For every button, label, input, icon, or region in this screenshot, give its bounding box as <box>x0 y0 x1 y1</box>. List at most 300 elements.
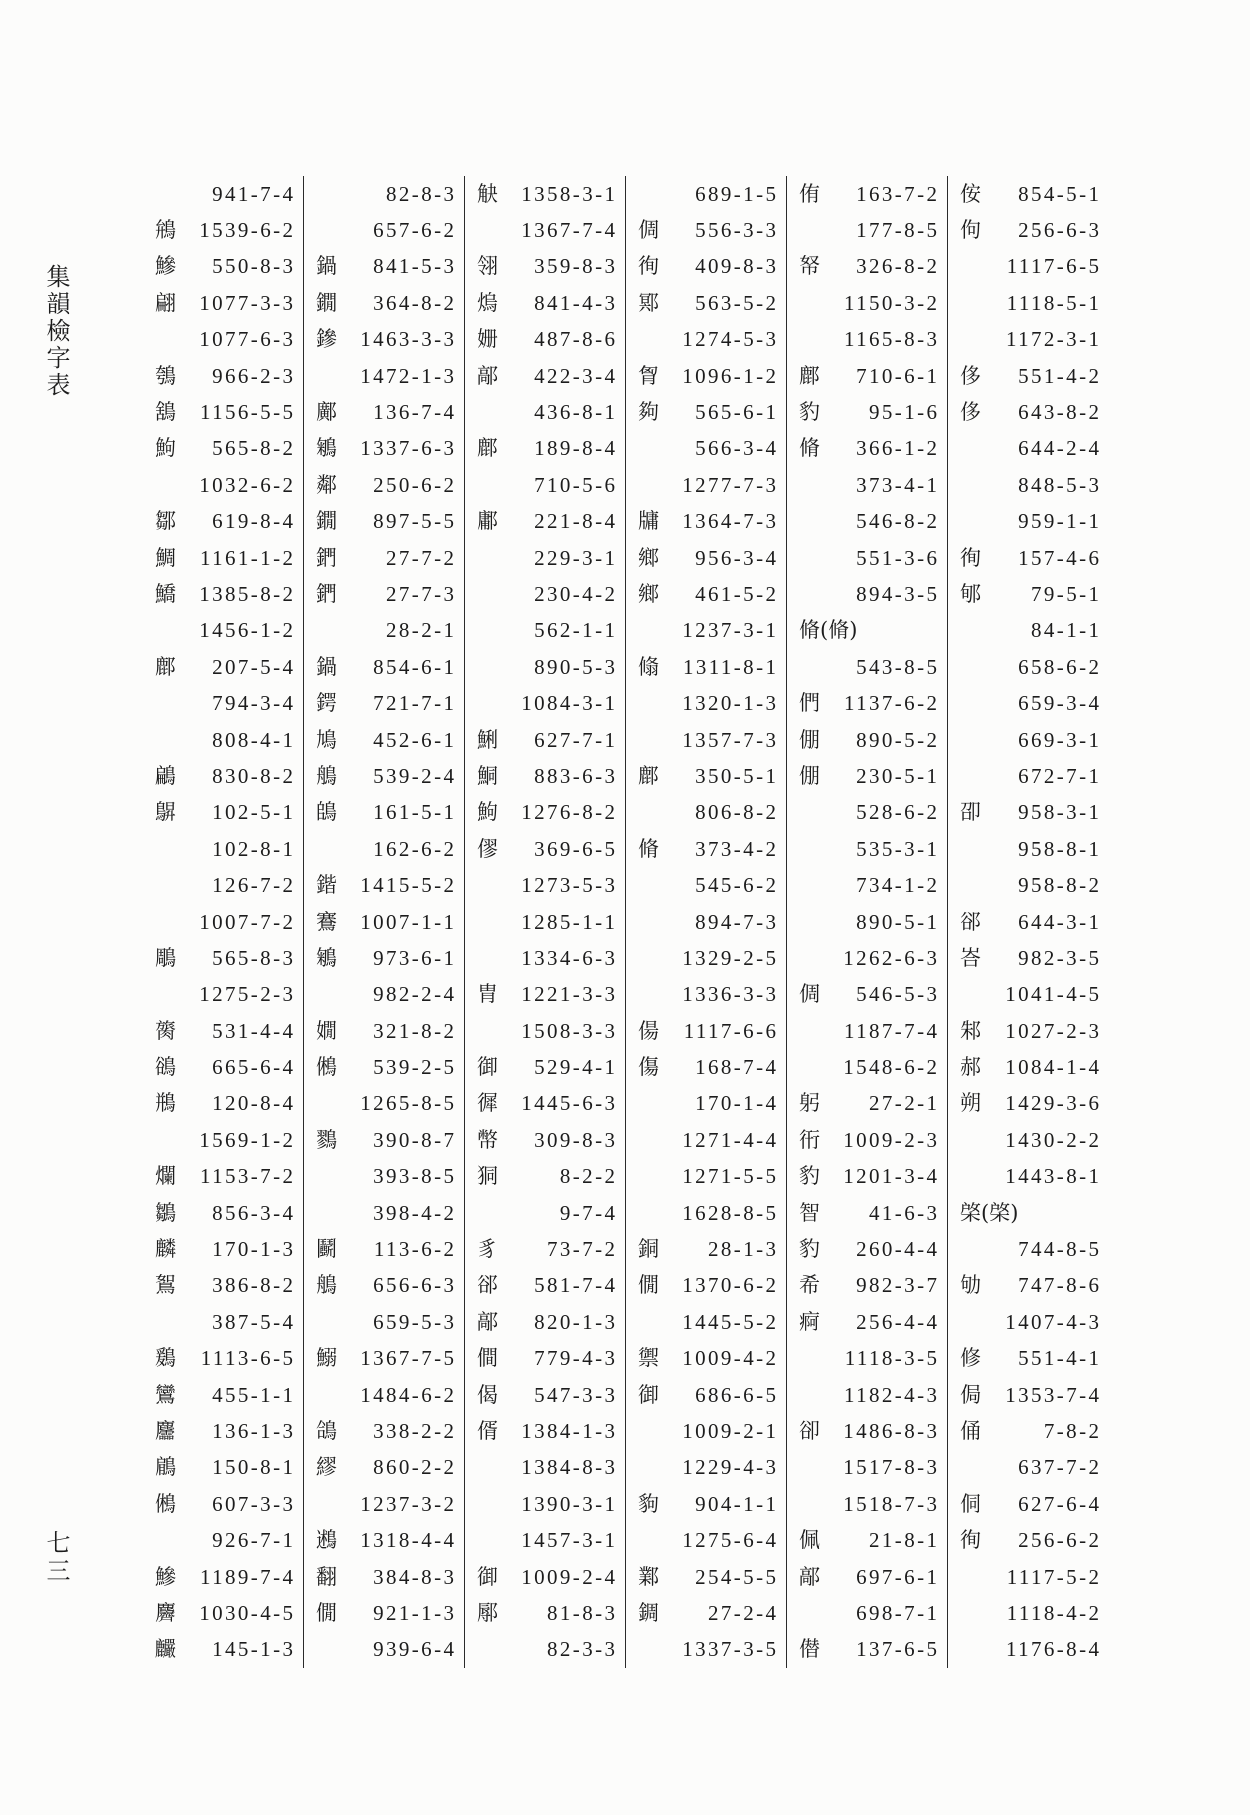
index-row <box>787 358 947 394</box>
index-reference: 1165-8-3 <box>843 327 940 352</box>
index-reference: 1118-5-1 <box>1006 290 1102 315</box>
index-reference: 1137-6-2 <box>843 691 940 716</box>
index-reference: 21-8-1 <box>869 1528 940 1553</box>
index-reference: 1150-3-2 <box>843 290 940 315</box>
index-row <box>948 685 1109 721</box>
index-reference: 338-2-2 <box>373 1418 457 1443</box>
index-row <box>948 1413 1109 1449</box>
index-character: 朔 <box>960 1091 981 1116</box>
index-character: 鐗 <box>316 509 337 534</box>
index-character: 郝 <box>960 1055 981 1080</box>
index-row <box>626 285 786 321</box>
index-reference: 581-7-4 <box>534 1273 618 1298</box>
index-character: 鶵 <box>155 1200 176 1225</box>
index-reference: 1336-3-3 <box>682 982 779 1007</box>
index-row <box>465 249 625 285</box>
index-reference: 894-7-3 <box>695 909 779 934</box>
index-row <box>143 1486 303 1522</box>
index-reference: 543-8-5 <box>856 654 940 679</box>
index-reference: 1113-6-5 <box>200 1346 296 1371</box>
index-reference: 926-7-1 <box>212 1528 296 1553</box>
index-reference: 1084-1-4 <box>1005 1055 1102 1080</box>
index-reference: 1415-5-2 <box>360 873 457 898</box>
index-reference: 82-8-3 <box>386 181 457 206</box>
index-reference: 958-8-1 <box>1018 836 1102 861</box>
index-row <box>787 831 947 867</box>
index-row <box>626 867 786 903</box>
index-reference: 734-1-2 <box>856 873 940 898</box>
index-reference: 1311-8-1 <box>682 654 779 679</box>
index-row <box>626 613 786 649</box>
index-row <box>948 1450 1109 1486</box>
index-reference: 177-8-5 <box>856 218 940 243</box>
index-reference: 1117-6-6 <box>683 1018 779 1043</box>
index-row <box>787 867 947 903</box>
index-row <box>465 176 625 212</box>
index-reference: 366-1-2 <box>856 436 940 461</box>
index-row <box>143 904 303 940</box>
index-character: 御 <box>477 1055 498 1080</box>
index-row <box>626 1122 786 1158</box>
index-reference: 1096-1-2 <box>682 363 779 388</box>
index-character: 鵂 <box>155 1491 176 1516</box>
index-character: 鬬 <box>316 1237 337 1262</box>
index-character: 鵿 <box>155 800 176 825</box>
index-character: 繆 <box>316 1455 337 1480</box>
index-reference: 1275-6-4 <box>682 1528 779 1553</box>
index-character: 御 <box>477 1564 498 1589</box>
index-reference: 1518-7-3 <box>843 1491 940 1516</box>
index-row <box>948 176 1109 212</box>
index-reference: 9-7-4 <box>559 1200 618 1225</box>
index-reference: 393-8-5 <box>373 1164 457 1189</box>
index-character: 鴘 <box>155 218 176 243</box>
index-reference: 854-6-1 <box>373 654 457 679</box>
index-reference: 689-1-5 <box>695 181 779 206</box>
index-row <box>143 467 303 503</box>
index-reference: 1367-7-5 <box>360 1346 457 1371</box>
index-row <box>304 1341 464 1377</box>
index-row <box>143 1559 303 1595</box>
index-character: 鍆 <box>316 545 337 570</box>
index-reference: 1009-4-2 <box>682 1346 779 1371</box>
index-row <box>465 576 625 612</box>
index-character: 徇 <box>960 1528 981 1553</box>
index-character: 衎 <box>799 1127 820 1152</box>
index-row <box>787 1049 947 1085</box>
index-reference: 373-4-1 <box>856 472 940 497</box>
index-reference: 1117-6-5 <box>1006 254 1102 279</box>
index-character: 帑 <box>799 254 820 279</box>
index-reference: 1285-1-1 <box>521 909 618 934</box>
index-reference: 1517-8-3 <box>843 1455 940 1480</box>
index-row <box>304 1559 464 1595</box>
index-row <box>304 431 464 467</box>
index-row <box>626 795 786 831</box>
index-character: 麣 <box>155 1637 176 1662</box>
index-row <box>787 613 947 649</box>
index-reference: 1030-4-5 <box>199 1600 296 1625</box>
index-reference: 644-3-1 <box>1018 909 1102 934</box>
index-character: 鳩 <box>316 727 337 752</box>
index-row <box>304 722 464 758</box>
index-reference: 551-3-6 <box>856 545 940 570</box>
index-row <box>304 504 464 540</box>
index-row <box>465 1049 625 1085</box>
index-row <box>143 1341 303 1377</box>
index-row <box>465 358 625 394</box>
index-character: 鄉 <box>638 545 659 570</box>
index-reference: 1084-3-1 <box>521 691 618 716</box>
index-row <box>626 685 786 721</box>
index-character: 偈 <box>477 1382 498 1407</box>
index-row <box>787 1304 947 1340</box>
index-character: 鄉 <box>638 581 659 606</box>
index-row <box>787 1522 947 1558</box>
index-reference: 644-2-4 <box>1018 436 1102 461</box>
index-row <box>143 758 303 794</box>
index-row <box>626 1341 786 1377</box>
index-character: 佝 <box>960 218 981 243</box>
index-reference: 1176-8-4 <box>1005 1637 1102 1662</box>
index-reference: 841-4-3 <box>534 290 618 315</box>
index-reference: 120-8-4 <box>212 1091 296 1116</box>
index-character: 脩 <box>799 436 820 461</box>
index-reference: 28-2-1 <box>386 618 457 643</box>
index-row <box>626 649 786 685</box>
index-reference: 84-1-1 <box>1031 618 1102 643</box>
index-row <box>465 977 625 1013</box>
index-row <box>626 540 786 576</box>
index-reference: 698-7-1 <box>856 1600 940 1625</box>
index-reference: 529-4-1 <box>534 1055 618 1080</box>
index-row <box>948 649 1109 685</box>
index-reference: 1384-8-3 <box>521 1455 618 1480</box>
index-row <box>465 904 625 940</box>
index-character: 豿 <box>638 1491 659 1516</box>
index-character: 鍆 <box>316 581 337 606</box>
index-row <box>465 1086 625 1122</box>
index-reference: 1456-1-2 <box>199 618 296 643</box>
index-character: 豹 <box>799 1164 820 1189</box>
index-row <box>948 1049 1109 1085</box>
index-character: 偦 <box>477 1418 498 1443</box>
index-character: 翩 <box>155 290 176 315</box>
index-row <box>143 249 303 285</box>
index-reference: 656-6-3 <box>373 1273 457 1298</box>
index-reference: 1077-6-3 <box>199 327 296 352</box>
index-row <box>143 1268 303 1304</box>
index-character: 銅 <box>638 1237 659 1262</box>
index-character: 鄴 <box>638 1564 659 1589</box>
index-row <box>787 576 947 612</box>
index-character: 郇 <box>960 581 981 606</box>
index-reference: 1445-6-3 <box>521 1091 618 1116</box>
index-row <box>143 685 303 721</box>
index-row <box>787 1268 947 1304</box>
index-reference: 1117-5-2 <box>1006 1564 1102 1589</box>
index-reference: 455-1-1 <box>212 1382 296 1407</box>
index-row <box>465 1632 625 1668</box>
index-row <box>465 285 625 321</box>
index-row <box>143 358 303 394</box>
index-character: 俑 <box>960 1418 981 1443</box>
index-character: 鵴 <box>316 436 337 461</box>
index-reference: 1472-1-3 <box>360 363 457 388</box>
index-character: 鄜 <box>638 763 659 788</box>
index-reference: 1484-6-2 <box>360 1382 457 1407</box>
index-row <box>948 394 1109 430</box>
index-row <box>626 1304 786 1340</box>
index-row <box>143 867 303 903</box>
index-row <box>465 1595 625 1631</box>
index-reference: 563-5-2 <box>695 290 779 315</box>
index-row <box>787 649 947 685</box>
index-reference: 956-3-4 <box>695 545 779 570</box>
index-row <box>787 758 947 794</box>
index-row <box>948 1122 1109 1158</box>
index-row <box>626 831 786 867</box>
index-character: 希 <box>799 1273 820 1298</box>
index-reference: 982-2-4 <box>373 982 457 1007</box>
index-character: 熓 <box>477 290 498 315</box>
index-row <box>304 212 464 248</box>
index-row <box>626 249 786 285</box>
index-row <box>626 576 786 612</box>
index-reference: 1265-8-5 <box>360 1091 457 1116</box>
index-row <box>465 831 625 867</box>
index-row <box>143 795 303 831</box>
index-row <box>465 722 625 758</box>
index-row <box>143 212 303 248</box>
index-reference: 27-7-2 <box>386 545 457 570</box>
index-reference: 390-8-7 <box>373 1127 457 1152</box>
index-row <box>143 1595 303 1631</box>
index-row <box>143 322 303 358</box>
index-row <box>626 1086 786 1122</box>
index-reference: 643-8-2 <box>1018 400 1102 425</box>
index-character: 鍔 <box>316 691 337 716</box>
index-character: 修 <box>960 1346 981 1371</box>
index-row <box>465 867 625 903</box>
index-reference: 136-7-4 <box>373 400 457 425</box>
index-character: 躬 <box>799 1091 820 1116</box>
index-row <box>787 431 947 467</box>
index-row <box>143 1304 303 1340</box>
index-row <box>626 1013 786 1049</box>
index-row <box>465 1559 625 1595</box>
index-reference: 1370-6-2 <box>682 1273 779 1298</box>
index-reference: 1337-3-5 <box>682 1637 779 1662</box>
index-reference: 161-5-1 <box>373 800 457 825</box>
page-number: 七三 <box>42 1530 70 1586</box>
index-reference: 658-6-2 <box>1018 654 1102 679</box>
index-row <box>787 1159 947 1195</box>
index-character: 鱎 <box>155 581 176 606</box>
index-reference: 1367-7-4 <box>521 218 618 243</box>
index-character: 鴽 <box>155 1273 176 1298</box>
index-reference: 1118-4-2 <box>1006 1600 1102 1625</box>
index-reference: 230-5-1 <box>856 763 940 788</box>
index-row <box>787 977 947 1013</box>
index-row <box>626 977 786 1013</box>
index-reference: 1320-1-3 <box>682 691 779 716</box>
index-row <box>787 504 947 540</box>
index-reference: 619-8-4 <box>212 509 296 534</box>
index-reference: 373-4-2 <box>695 836 779 861</box>
index-character: 狪 <box>477 1164 498 1189</box>
index-character: 鶢 <box>155 1346 176 1371</box>
index-row <box>948 904 1109 940</box>
index-row <box>465 1450 625 1486</box>
index-reference: 145-1-3 <box>212 1637 296 1662</box>
index-row <box>143 285 303 321</box>
index-row <box>787 1595 947 1631</box>
index-row <box>787 722 947 758</box>
index-row <box>143 1013 303 1049</box>
index-character: 卻 <box>799 1418 820 1443</box>
index-reference: 163-7-2 <box>856 181 940 206</box>
index-row <box>465 1231 625 1267</box>
index-reference: 1539-6-2 <box>199 218 296 243</box>
index-row <box>143 1231 303 1267</box>
index-row <box>626 358 786 394</box>
index-reference: 384-8-3 <box>373 1564 457 1589</box>
index-row <box>304 1086 464 1122</box>
index-row <box>626 904 786 940</box>
index-character: 邾 <box>960 1018 981 1043</box>
index-character: 僴 <box>477 1346 498 1371</box>
index-row <box>304 1159 464 1195</box>
index-character: 麢 <box>155 1418 176 1443</box>
index-reference: 830-8-2 <box>212 763 296 788</box>
index-row <box>465 795 625 831</box>
index-reference: 41-6-3 <box>869 1200 940 1225</box>
index-reference: 966-2-3 <box>212 363 296 388</box>
index-row <box>143 1377 303 1413</box>
index-reference: 250-6-2 <box>373 472 457 497</box>
index-row <box>143 576 303 612</box>
index-character: 鷚 <box>316 1127 337 1152</box>
index-row <box>626 722 786 758</box>
index-reference: 150-8-1 <box>212 1455 296 1480</box>
index-row <box>626 1522 786 1558</box>
index-reference: 1357-7-3 <box>682 727 779 752</box>
index-row <box>304 1595 464 1631</box>
index-row <box>143 722 303 758</box>
index-row <box>787 1013 947 1049</box>
index-character: 鶣 <box>155 763 176 788</box>
index-row <box>787 940 947 976</box>
index-row <box>143 613 303 649</box>
index-character: 侷 <box>960 1382 981 1407</box>
index-reference: 369-6-5 <box>534 836 618 861</box>
index-row <box>304 867 464 903</box>
index-row <box>465 1413 625 1449</box>
index-column <box>304 176 465 1668</box>
index-row <box>948 576 1109 612</box>
index-reference: 665-6-4 <box>212 1055 296 1080</box>
index-reference: 260-4-4 <box>856 1237 940 1262</box>
index-reference: 1027-2-3 <box>1005 1018 1102 1043</box>
index-reference: 256-4-4 <box>856 1309 940 1334</box>
index-reference: 1273-5-3 <box>521 873 618 898</box>
index-reference: 921-1-3 <box>373 1600 457 1625</box>
index-character: 脩 <box>638 836 659 861</box>
index-reference: 1569-1-2 <box>199 1127 296 1152</box>
index-row <box>948 1159 1109 1195</box>
side-title: 集韻檢字表 <box>42 264 70 399</box>
index-character: 侈 <box>960 363 981 388</box>
index-character: 鵃 <box>316 763 337 788</box>
index-character: 鮦 <box>477 763 498 788</box>
index-reference: 230-4-2 <box>534 581 618 606</box>
index-reference: 1156-5-5 <box>199 400 296 425</box>
index-reference: 79-5-1 <box>1031 581 1102 606</box>
index-character: 鵰 <box>155 945 176 970</box>
index-row <box>304 1049 464 1085</box>
index-row <box>948 758 1109 794</box>
index-reference: 1384-1-3 <box>521 1418 618 1443</box>
index-row <box>304 358 464 394</box>
index-reference: 958-3-1 <box>1018 800 1102 825</box>
index-reference: 565-8-3 <box>212 945 296 970</box>
index-row <box>143 1632 303 1668</box>
index-row <box>465 394 625 430</box>
index-character: 幣 <box>477 1127 498 1152</box>
index-row <box>304 1122 464 1158</box>
index-reference: 1271-4-4 <box>682 1127 779 1152</box>
index-reference: 359-8-3 <box>534 254 618 279</box>
index-reference: 1329-2-5 <box>682 945 779 970</box>
index-row <box>304 1268 464 1304</box>
index-reference: 982-3-5 <box>1018 945 1102 970</box>
index-row <box>143 504 303 540</box>
index-row <box>143 1450 303 1486</box>
index-reference: 1262-6-3 <box>843 945 940 970</box>
index-row <box>304 1450 464 1486</box>
index-reference: 170-1-4 <box>695 1091 779 1116</box>
index-character: 侑 <box>799 181 820 206</box>
index-reference: 1628-8-5 <box>682 1200 779 1225</box>
index-row <box>304 322 464 358</box>
index-reference: 1009-2-3 <box>843 1127 940 1152</box>
index-row <box>948 358 1109 394</box>
index-character: 鵂 <box>316 1055 337 1080</box>
index-row <box>304 394 464 430</box>
index-reference: 535-3-1 <box>856 836 940 861</box>
index-reference: 959-1-1 <box>1018 509 1102 534</box>
index-row <box>465 685 625 721</box>
index-character: 禦 <box>638 1346 659 1371</box>
index-reference: 710-5-6 <box>534 472 618 497</box>
index-character: 牗 <box>638 509 659 534</box>
index-row <box>626 1195 786 1231</box>
index-reference: 386-8-2 <box>212 1273 296 1298</box>
index-row <box>948 1086 1109 1122</box>
index-row <box>948 1231 1109 1267</box>
index-row <box>948 467 1109 503</box>
index-reference: 1221-3-3 <box>521 982 618 1007</box>
index-row <box>948 795 1109 831</box>
index-reference: 939-6-4 <box>373 1637 457 1662</box>
index-reference: 452-6-1 <box>373 727 457 752</box>
index-reference: 841-5-3 <box>373 254 457 279</box>
index-row <box>787 467 947 503</box>
index-row <box>787 1086 947 1122</box>
index-reference: 487-8-6 <box>534 327 618 352</box>
index-row <box>143 1049 303 1085</box>
